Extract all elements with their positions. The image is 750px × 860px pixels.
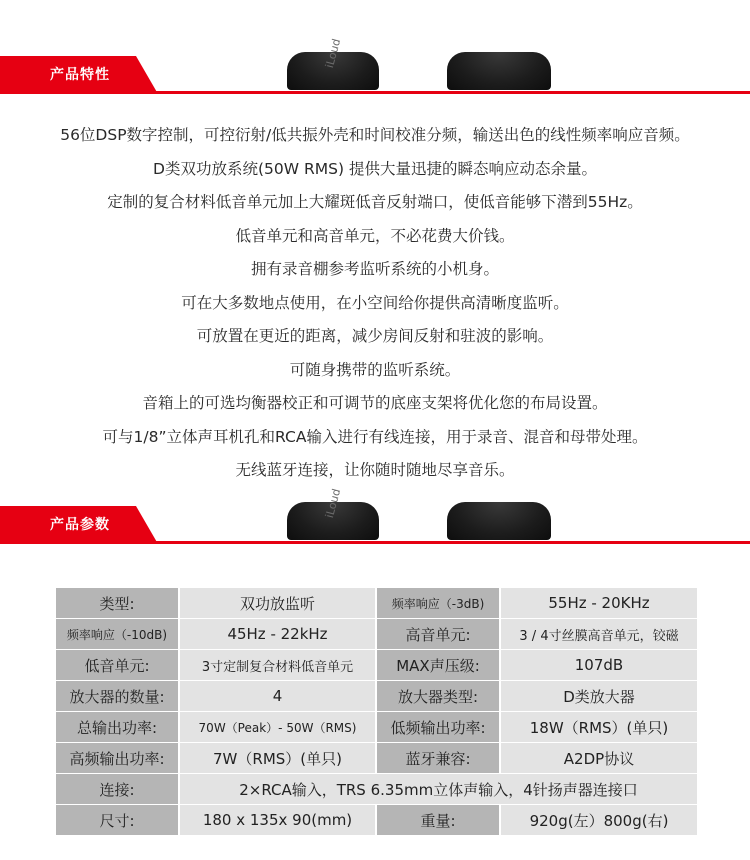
spec-key: 放大器的数量: (56, 681, 178, 712)
spec-key: MAX声压级: (377, 650, 499, 681)
spec-value: D类放大器 (501, 681, 697, 712)
spec-key: 频率响应（-3dB) (377, 588, 499, 619)
spec-key: 高频输出功率: (56, 743, 178, 774)
spec-key: 高音单元: (377, 619, 499, 650)
specs-table (54, 588, 699, 836)
table-row (56, 712, 697, 743)
feature-line: 可与1/8”立体声耳机孔和RCA输入进行有线连接，用于录音、混音和母带处理。 (102, 427, 648, 446)
spec-key: 低音单元: (56, 650, 178, 681)
spec-value: 4 (180, 681, 375, 712)
spec-key: 放大器类型: (377, 681, 499, 712)
spec-key: 重量: (377, 805, 499, 836)
feature-line: 无线蓝牙连接，让你随时随地尽享音乐。 (235, 461, 515, 479)
feature-line: 可在大多数地点使用，在小空间给你提供高清晰度监听。 (181, 293, 569, 312)
feature-line: 低音单元和高音单元，不必花费大价钱。 (235, 226, 515, 245)
feature-line: D类双功放系统(50W RMS) 提供大量迅捷的瞬态响应动态余量。 (153, 159, 597, 178)
spec-value: 3寸定制复合材料低音单元 (180, 650, 375, 681)
spec-value: 2×RCA输入，TRS 6.35mm立体声输入，4针扬声器连接口 (180, 774, 697, 805)
feature-line: 定制的复合材料低音单元加上大耀斑低音反射端口，使低音能够下潜到55Hz。 (107, 193, 643, 211)
feature-list (0, 119, 750, 488)
section-banner-features (0, 37, 750, 94)
table-row (56, 681, 697, 712)
spec-value: 双功放监听 (180, 588, 375, 619)
spec-value: 920g(左）800g(右) (501, 805, 697, 836)
table-row (56, 805, 697, 836)
feature-line: 可放置在更近的距离，减少房间反射和驻波的影响。 (196, 327, 554, 345)
spec-key: 尺寸: (56, 805, 178, 836)
spec-key: 频率响应（-10dB) (56, 619, 178, 650)
table-row (56, 588, 697, 619)
spec-value: 70W（Peak）- 50W（RMS) (180, 712, 375, 743)
spec-key: 低频输出功率: (377, 712, 499, 743)
feature-line: 音箱上的可选均衡器校正和可调节的底座支架将优化您的布局设置。 (142, 394, 608, 412)
table-row (56, 650, 697, 681)
speaker-image-left (287, 37, 379, 90)
spec-value: 18W（RMS）(单只) (501, 712, 697, 743)
speaker-image-right (447, 52, 551, 90)
spec-key: 总输出功率: (56, 712, 178, 743)
spec-value: 7W（RMS）(单只) (180, 743, 375, 774)
table-row (56, 743, 697, 774)
spec-value: 107dB (501, 650, 697, 681)
spec-key: 连接: (56, 774, 178, 805)
feature-line: 拥有录音棚参考监听系统的小机身。 (250, 260, 499, 278)
table-row (56, 619, 697, 650)
speaker-image-right (447, 502, 551, 540)
spec-value: 3 / 4寸丝膜高音单元，铰磁 (501, 619, 697, 650)
spec-key: 类型: (56, 588, 178, 619)
speaker-image-left (287, 487, 379, 540)
section-banner-specs (0, 487, 750, 544)
feature-line: 可随身携带的监听系统。 (289, 360, 461, 379)
table-row (56, 774, 697, 805)
spec-value: 180 x 135x 90(mm) (180, 805, 375, 836)
spec-value: 55Hz - 20KHz (501, 588, 697, 619)
speaker-brand-logo: iLoud (323, 487, 344, 520)
feature-line: 56位DSP数字控制，可控衍射/低共振外壳和时间校准分频，输送出色的线性频率响应音频。 (60, 126, 690, 144)
section-title: 产品参数 (50, 517, 110, 533)
section-title: 产品特性 (50, 67, 110, 83)
speaker-brand-logo: iLoud (323, 37, 344, 70)
spec-value: 45Hz - 22kHz (180, 619, 375, 650)
spec-key: 蓝牙兼容: (377, 743, 499, 774)
spec-value: A2DP协议 (501, 743, 697, 774)
